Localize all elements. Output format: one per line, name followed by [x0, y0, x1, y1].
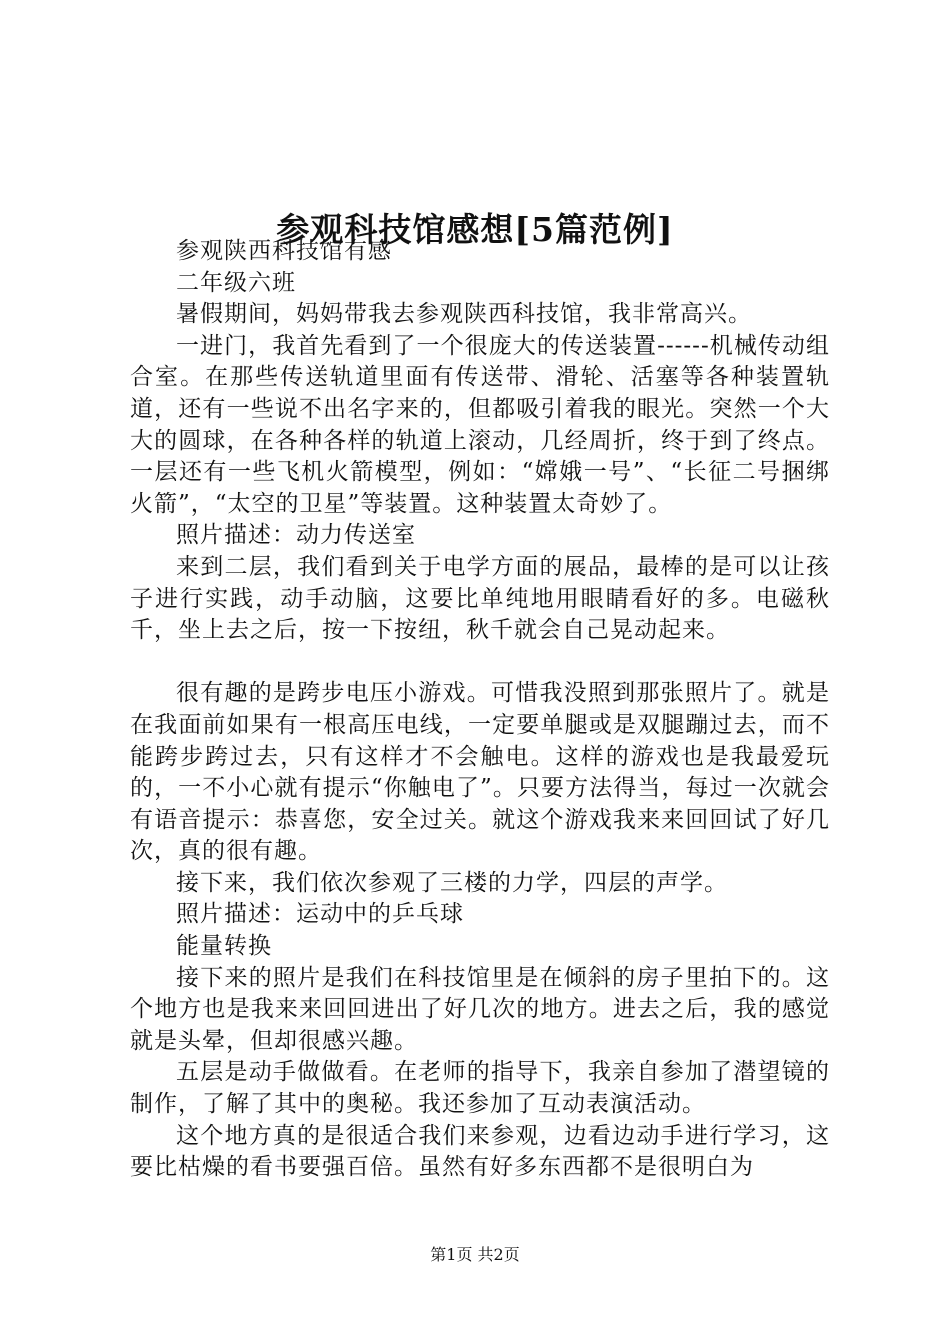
- paragraph-11: 接下来的照片是我们在科技馆里是在倾斜的房子里拍下的。这个地方也是我来来回回进出了好几次的地方。进去之后，我的感觉就是头晕，但却很感兴趣。: [130, 964, 830, 1054]
- paragraph-4: 一进门，我首先看到了一个很庞大的传送装置------机械传动组合室。在那些传送轨道里面有传送带、滑轮、活塞等各种装置轨道，还有一些说不出名字来的，但都吸引着我的眼光。突然一个大大的圆球，在各种各样的轨道上滚动，几经周折，终于到了终点。一层还有一些飞机火箭模型，例如：“嫦娥一号”、“长征二号捆绑火箭”，“太空的卫星”等装置。这种装置太奇妙了。: [130, 332, 830, 517]
- paragraph-5: 照片描述：动力传送室: [176, 522, 416, 549]
- paragraph-12: 五层是动手做做看。在老师的指导下，我亲自参加了潜望镜的制作，了解了其中的奥秘。我还参加了互动表演活动。: [130, 1059, 830, 1118]
- document-body: [130, 236, 830, 1184]
- document-title: 参观科技馆感想[5篇范例]: [276, 210, 674, 250]
- page-footer: 第1页 共2页: [430, 1245, 520, 1264]
- paragraph-3: 暑假期间，妈妈带我去参观陕西科技馆，我非常高兴。: [176, 301, 752, 328]
- paragraph-2: 二年级六班: [176, 269, 296, 296]
- paragraph-blank: [130, 647, 830, 679]
- paragraph-9: 照片描述：运动中的乒乓球: [176, 901, 464, 928]
- paragraph-6: 来到二层，我们看到关于电学方面的展品，最棒的是可以让孩子进行实践，动手动脑，这要比单纯地用眼睛看好的多。电磁秋千，坐上去之后，按一下按纽，秋千就会自己晃动起来。: [130, 553, 830, 644]
- paragraph-8: 接下来，我们依次参观了三楼的力学，四层的声学。: [176, 869, 728, 896]
- paragraph-1: 参观陕西科技馆有感: [176, 238, 392, 264]
- paragraph-10: 能量转换: [176, 933, 272, 960]
- paragraph-7: 很有趣的是跨步电压小游戏。可惜我没照到那张照片了。就是在我面前如果有一根高压电线，一定要单腿或是双腿蹦过去，而不能跨步跨过去，只有这样才不会触电。这样的游戏也是我最爱玩的，一不小心就有提示“你触电了”。只要方法得当，每过一次就会有语音提示：恭喜您，安全过关。就这个游戏我来来回回试了好几次，真的很有趣。: [130, 680, 830, 865]
- paragraph-13: 这个地方真的是很适合我们来参观，边看边动手进行学习，这要比枯燥的看书要强百倍。虽然有好多东西都不是很明白为: [130, 1122, 830, 1181]
